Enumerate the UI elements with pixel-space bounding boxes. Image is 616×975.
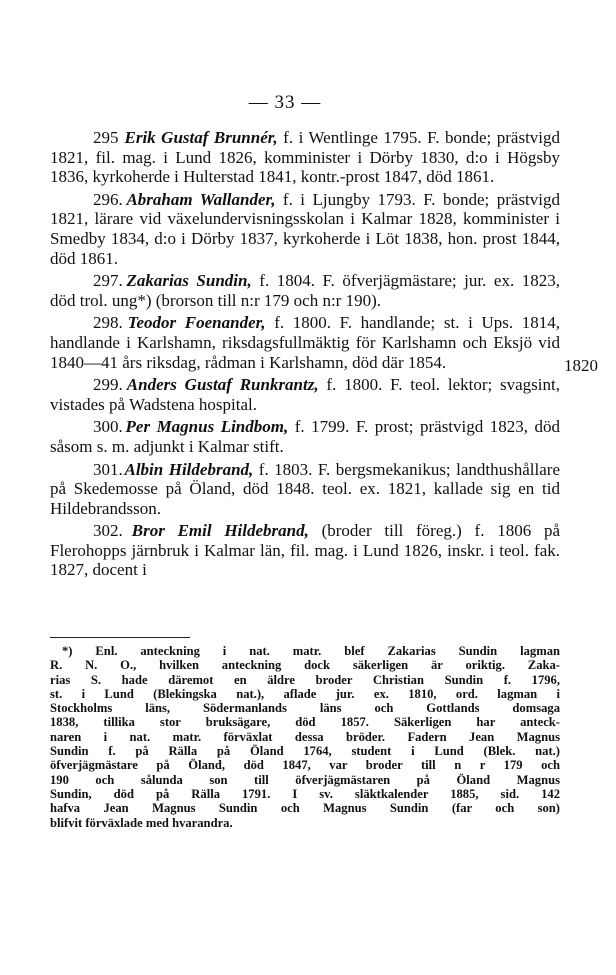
- entry-text: f. 1799. F. prost; prästvigd 1823, död såsom s. m. adjunkt i Kalmar stift.: [50, 417, 561, 456]
- entry-name: Albin Hildebrand,: [124, 459, 254, 479]
- entry-text: f. 1800. F. handlande; st. i Ups. 1814, handlande i Karlshamn, riksdagsfullmäktig för Karlshamn och Eksjö vid 1840—41 års riksdag, rådman i Karlshamn, död där 1854.: [50, 313, 561, 372]
- entry-297: [50, 271, 560, 310]
- footnote-line: *) Enl. anteckning i nat. matr. blef Zakarias Sundin lagman: [62, 644, 560, 658]
- entry-number: 299.: [93, 375, 123, 395]
- entry-295: [50, 128, 560, 187]
- entry-name: Per Magnus Lindbom,: [125, 417, 289, 437]
- footnote-line: naren i nat. matr. förväxlat dessa bröder. Fadern Jean Magnus: [50, 729, 560, 744]
- entry-300: [50, 417, 560, 456]
- entry-number: 298.: [93, 313, 123, 333]
- entry-text: f. 1803. F. bergsmekanikus; landthushållare på Skedemosse på Öland, död 1848. teol. ex. 1821, kallade sig en tid Hildebrandsson.: [50, 459, 561, 518]
- entry-text: f. 1800. F. teol. lektor; svagsint, vistades på Wadstena hospital.: [50, 375, 560, 414]
- entry-name: Erik Gustaf Brunnér,: [124, 128, 278, 147]
- entry-name: Zakarias Sundin,: [126, 271, 252, 291]
- entry-number: 295: [93, 128, 119, 147]
- footnote-line: öfverjägmästare på Öland, död 1847, var broder till n r 179 och: [50, 758, 560, 773]
- footnote-divider: [50, 637, 190, 638]
- stray-marginal-mark: 1820: [564, 356, 598, 375]
- entry-name: Bror Emil Hildebrand,: [131, 521, 309, 541]
- footnote-line: Stockholms läns, Södermanlands läns och Gottlands domsaga: [50, 701, 560, 716]
- footnote-line: R. N. O., hvilken anteckning dock säkerligen är oriktig. Zaka-: [50, 658, 560, 673]
- entry-299: [50, 375, 560, 414]
- entry-text: f. i Wentlinge 1795. F. bonde; prästvigd 1821, fil. mag. i Lund 1826, komminister i Dörby 1830, d:o i Högsby 1836, kyrkoherde i Hulterstad 1841, kontr.-prost 1847, död 1861.: [50, 128, 561, 187]
- entry-text: (broder till föreg.) f. 1806 på Flerohopps järnbruk i Kalmar län, fil. mag. i Lund 1826, inskr. i teol. fak. 1827, docent i: [50, 521, 560, 580]
- footnote-line: Sundin f. på Rälla på Öland 1764, student i Lund (Blek. nat.): [50, 744, 560, 759]
- footnote-line: 190 och sålunda son till öfverjägmästaren på Öland Magnus: [50, 772, 560, 787]
- entry-301: [50, 460, 560, 519]
- entry-number: 301.: [93, 459, 123, 479]
- entries-list: [50, 128, 560, 583]
- footnote-line: Sundin, död på Rälla 1791. I sv. släktkalender 1885, sid. 142: [50, 786, 560, 801]
- entry-number: 296.: [93, 189, 123, 209]
- entry-name: Abraham Wallander,: [126, 189, 276, 209]
- entry-298: [50, 313, 560, 372]
- footnote-line: rias S. hade däremot en äldre broder Christian Sundin f. 1796,: [50, 672, 560, 687]
- entry-number: 297.: [93, 271, 123, 291]
- entry-number: 300.: [93, 417, 123, 437]
- entry-name: Teodor Foenander,: [127, 313, 266, 333]
- entry-name: Anders Gustaf Runkrantz,: [126, 375, 319, 395]
- entry-number: 302.: [93, 521, 123, 541]
- footnote-line: 1838, tillika stor bruksägare, död 1857. Säkerligen har anteck-: [50, 715, 560, 730]
- footnote: [50, 644, 560, 830]
- entry-text: f. i Ljungby 1793. F. bonde; prästvigd 1821, lärare vid växelundervisningsskolan i Kalmar 1828, komminister i Smedby 1834, d:o i Dörby 1837, kyrkoherde i Löt 1838, hon. prost 1844, död 1861.: [50, 189, 561, 268]
- entry-302: [50, 521, 560, 580]
- footnote-line: hafva Jean Magnus Sundin och Magnus Sundin (far och son): [50, 801, 560, 816]
- entry-296: [50, 190, 560, 268]
- footnote-line: blifvit förväxlade med hvarandra.: [50, 815, 233, 830]
- entry-text: f. 1804. F. öfverjägmästare; jur. ex. 1823, död trol. ung*) (brorson till n:r 179 och n:r 190).: [50, 271, 561, 310]
- footnote-line: st. i Lund (Blekingska nat.), aflade jur. ex. 1810, ord. lagman i: [50, 686, 560, 701]
- page-number: — 33 —: [248, 92, 322, 113]
